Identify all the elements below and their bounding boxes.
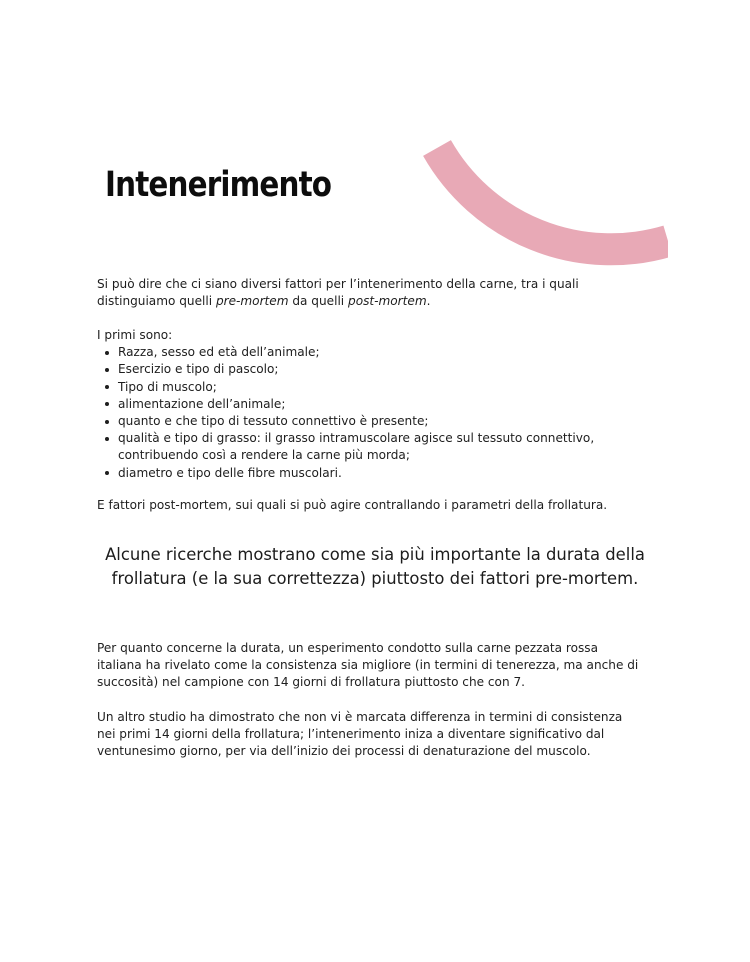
list-item: qualità e tipo di grasso: il grasso intramuscolare agisce sul tessuto connettivo, contribuendo così a rendere la carne più morda; [118, 430, 642, 464]
factors-section [97, 327, 642, 482]
intro-paragraph [97, 276, 642, 310]
list-item: Esercizio e tipo di pascolo; [118, 361, 642, 378]
factors-list [97, 344, 642, 482]
list-item: diametro e tipo delle fibre muscolari. [118, 465, 642, 482]
list-item: Razza, sesso ed età dell’animale; [118, 344, 642, 361]
intro-post-mortem: post-mortem [348, 294, 427, 309]
study-paragraph [97, 709, 642, 761]
post-mortem-paragraph [97, 497, 642, 514]
list-item: Tipo di muscolo; [118, 379, 642, 396]
study-text: Un altro studio ha dimostrato che non vi è marcata differenza in termini di consistenza nei primi 14 giorni della frollatura; l’intenerimento iniza a diventare significativo dal ventunesimo giorno, per via dell’inizio dei processi di denaturazione del muscolo. [97, 710, 623, 759]
intro-pre-mortem: pre-mortem [215, 294, 289, 309]
intro-text-middle: da quelli [288, 294, 349, 309]
highlight-quote: Alcune ricerche mostrano come sia più importante la durata della frollatura (e la sua correttezza) piuttosto dei fattori pre-mortem. [105, 545, 645, 588]
factors-intro: I primi sono: [97, 328, 173, 342]
intro-text-start: Si può dire che ci siano diversi fattori per l’intenerimento della carne, tra i quali distinguiamo quelli [97, 277, 579, 309]
list-item: quanto e che tipo di tessuto connettivo è presente; [118, 413, 642, 430]
page-title: Intenerimento [105, 165, 332, 205]
intro-text-end: . [426, 294, 431, 309]
post-mortem-text: E fattori post-mortem, sui quali si può agire contrallando i parametri della frollatura. [97, 498, 608, 512]
list-item: alimentazione dell’animale; [118, 396, 642, 413]
duration-paragraph [97, 640, 642, 692]
duration-text: Per quanto concerne la durata, un esperimento condotto sulla carne pezzata rossa italiana ha rivelato come la consistenza sia migliore (in termini di tenerezza, ma anche di succosità) nel campione con 14 giorni di frollatura piuttosto che con 7. [97, 641, 639, 690]
